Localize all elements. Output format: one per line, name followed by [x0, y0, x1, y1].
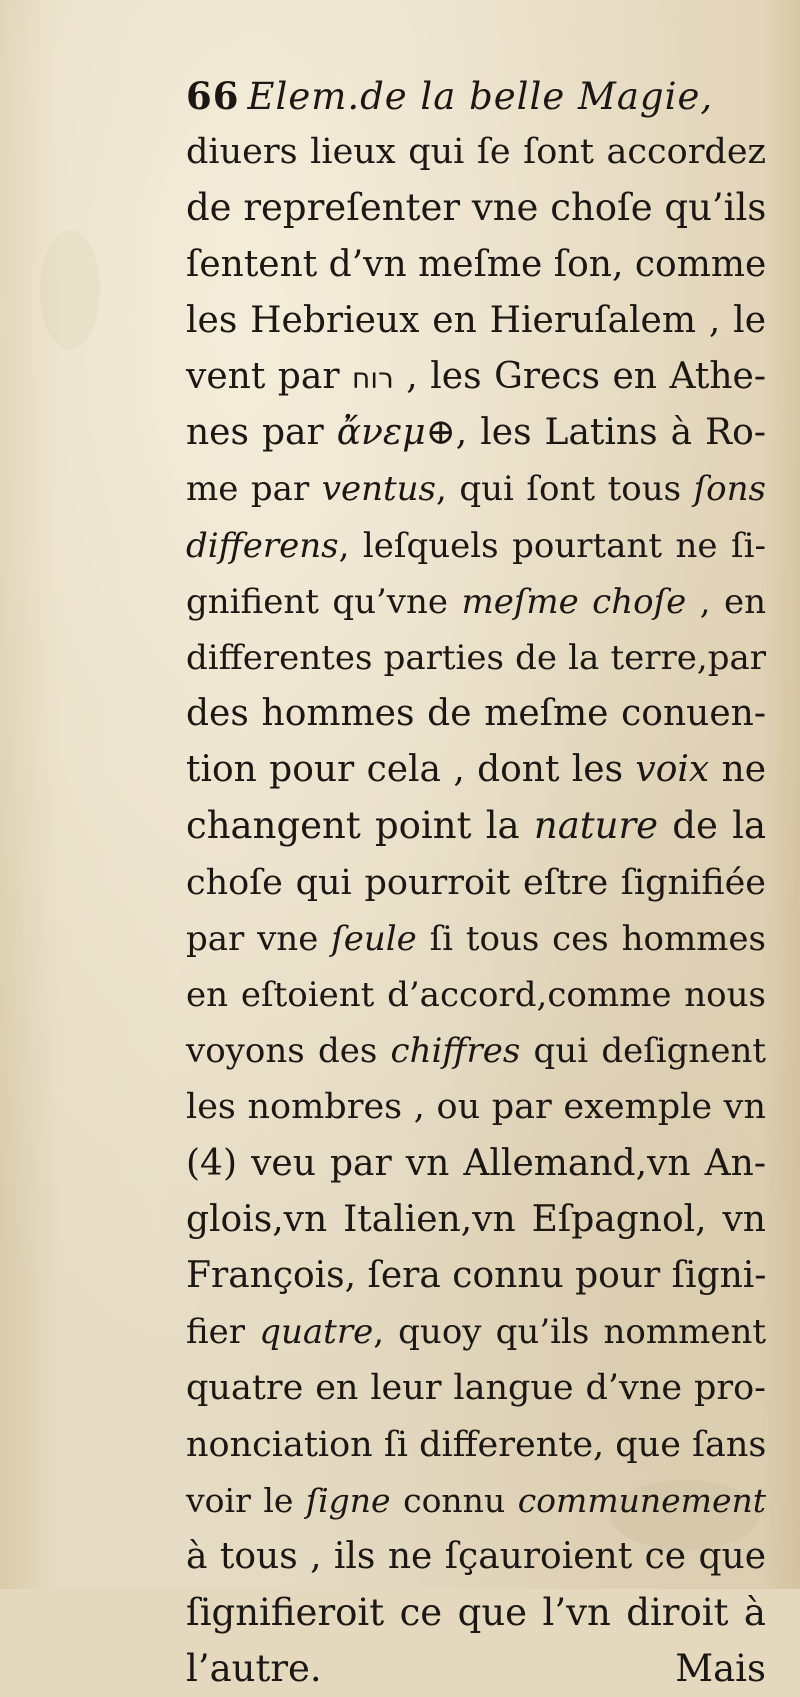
text-line: differens, leſquels pourtant ne ſi- — [186, 525, 766, 566]
text-line: les Hebrieux en Hieruſalem , le — [186, 299, 766, 341]
text-block — [186, 68, 766, 1697]
text-line: (4) veu par vn Allemand,vn An- — [186, 1142, 766, 1184]
text-line: ſentent d’vn meſme ſon, comme — [186, 243, 767, 285]
italic-word: differens — [186, 525, 339, 566]
text-line: François, ſera connu pour ſigni- — [186, 1254, 767, 1296]
text-line: gnifient qu’vne meſme choſe , en — [186, 581, 766, 622]
text-line: tion pour cela , dont les voix ne — [186, 749, 767, 791]
italic-word: nature — [533, 804, 659, 848]
italic-word: ſigne — [305, 1480, 391, 1520]
text-line: nonciation ſi differente, que ſans — [186, 1424, 767, 1465]
page-number: 66 — [186, 74, 240, 118]
text-line: diuers lieux qui ſe ſont accordez — [186, 132, 766, 173]
paper-stain — [40, 230, 100, 350]
running-header — [186, 68, 766, 124]
text-line: de repreſenter vne choſe qu’ils — [186, 186, 767, 230]
text-line: me par ventus, qui ſont tous ſons — [186, 469, 766, 510]
italic-word: ſeule — [331, 918, 417, 959]
text-line: differentes parties de la terre,par — [186, 637, 766, 678]
italic-word: chiffres — [390, 1031, 521, 1072]
text-line: par vne ſeule ſi tous ces hommes — [186, 918, 766, 959]
italic-word: communement — [517, 1480, 766, 1520]
text-line: vent par רוח , les Grecs en Athe- — [186, 355, 766, 397]
greek-word: ἄνεμ⊕ — [336, 412, 456, 454]
text-line: fier quatre, quoy qu’ils nomment — [186, 1312, 767, 1353]
final-line — [186, 1641, 766, 1697]
text-line: choſe qui pourroit eſtre ſignifiée — [186, 862, 766, 903]
text-line: en eſtoient d’accord,comme nous — [186, 975, 766, 1015]
italic-word: ventus — [321, 469, 436, 510]
italic-word: meſme choſe — [461, 581, 687, 622]
hebrew-word: רוח — [352, 361, 394, 395]
text-line: des hommes de meſme conuen- — [186, 693, 766, 735]
text-line: à tous , ils ne ſçauroient ce que — [186, 1535, 766, 1577]
text-line: changent point la nature de la — [186, 804, 767, 848]
text-line: glois,vn Italien,vn Eſpagnol, vn — [186, 1198, 766, 1240]
text-line: les nombres , ou par exemple vn — [186, 1087, 766, 1128]
italic-word: quatre — [259, 1312, 374, 1353]
italic-word: voix — [635, 749, 710, 791]
text-line: voyons des chiffres qui deſignent — [186, 1031, 767, 1072]
text-line: voir le ſigne connu communement — [186, 1480, 766, 1520]
catchword: Mais — [675, 1647, 766, 1691]
text-line: ſignifieroit ce que l’vn diroit à — [186, 1591, 766, 1635]
running-title: Elem.de la belle Magie, — [247, 75, 714, 118]
final-line-text: l’autre. — [186, 1647, 322, 1691]
text-line: quatre en leur langue d’vne pro- — [186, 1368, 766, 1409]
italic-word: ſons — [693, 469, 766, 510]
text-line: nes par ἄνεμ⊕, les Latins à Ro- — [186, 412, 766, 454]
